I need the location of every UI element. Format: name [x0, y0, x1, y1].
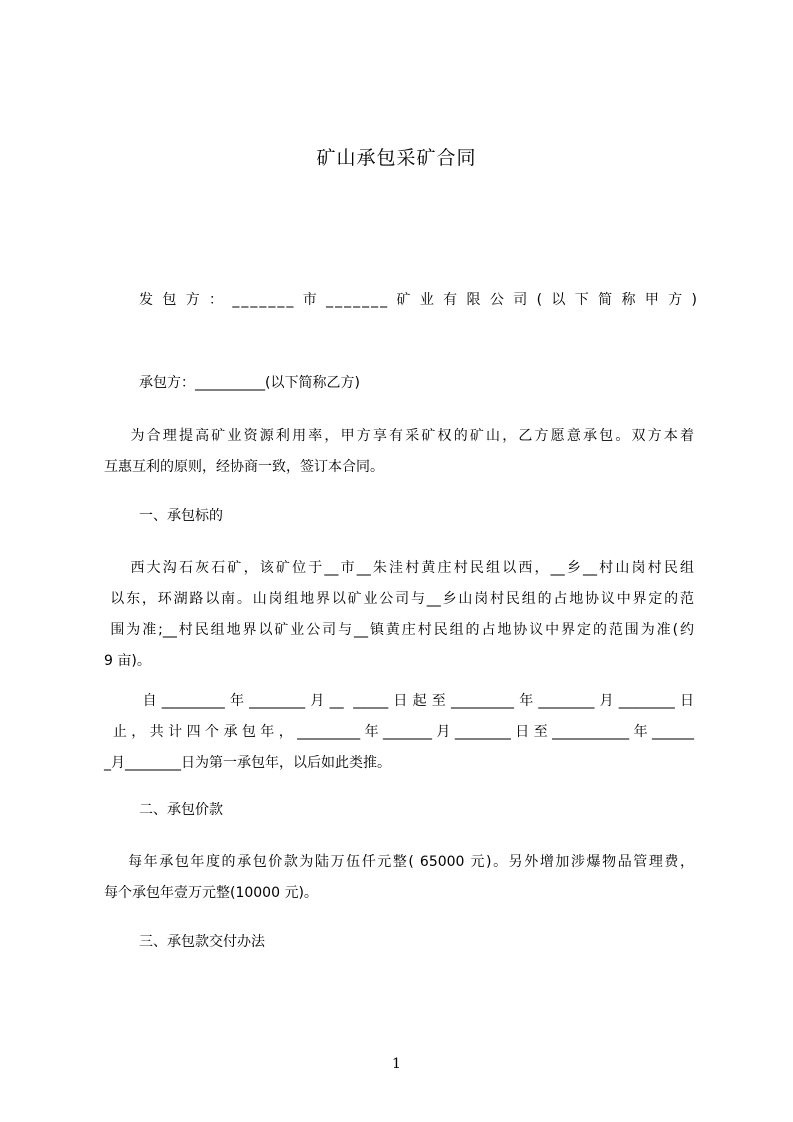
section-2-heading: 二、承包价款 — [139, 802, 223, 818]
page-number: 1 — [392, 1056, 401, 1072]
party-a-line: 发包方：_______市_______矿业有限公司(以下简称甲方) — [139, 292, 699, 308]
intro-line-2: 互惠互利的原则，经协商一致，签订本合同。 — [104, 459, 384, 475]
document-title: 矿山承包采矿合同 — [316, 147, 477, 169]
intro-paragraph — [104, 421, 694, 483]
section-2-body — [104, 847, 694, 909]
section-1-line-4: 9 亩)。 — [104, 653, 151, 669]
section-1-line-2: 以东，环湖路以南。山岗组地界以矿业公司与__乡山岗村民组的占地协议中界定的范 — [104, 591, 694, 607]
section-3-heading: 三、承包款交付办法 — [139, 934, 265, 950]
section-1-body — [104, 553, 694, 677]
section-1-heading: 一、承包标的 — [139, 508, 223, 524]
term-line-2: 止，共计四个承包年，_________年_______月________日至___________年______ — [104, 724, 694, 740]
intro-line-1: 为合理提高矿业资源利用率，甲方享有采矿权的矿山，乙方愿意承包。双方本着 — [104, 428, 694, 444]
section-1-line-3: 围为准;__村民组地界以矿业公司与__镇黄庄村民组的占地协议中界定的范围为准(约 — [104, 622, 694, 638]
term-line-1: 自_________年________月__ _____日起至_________年________月________日 — [104, 693, 694, 709]
term-paragraph — [104, 686, 694, 779]
section-2-line-1: 每年承包年度的承包价款为陆万伍仟元整( 65000 元)。另外增加涉爆物品管理费， — [104, 854, 694, 870]
term-line-3: _月________日为第一承包年，以后如此类推。 — [104, 755, 391, 771]
section-2-line-2: 每个承包年壹万元整(10000 元)。 — [104, 885, 318, 901]
party-b-line: 承包方：__________(以下简称乙方) — [139, 375, 360, 391]
section-1-line-1: 西大沟石灰石矿，该矿位于__市__朱洼村黄庄村民组以西，__乡__村山岗村民组 — [104, 560, 694, 576]
